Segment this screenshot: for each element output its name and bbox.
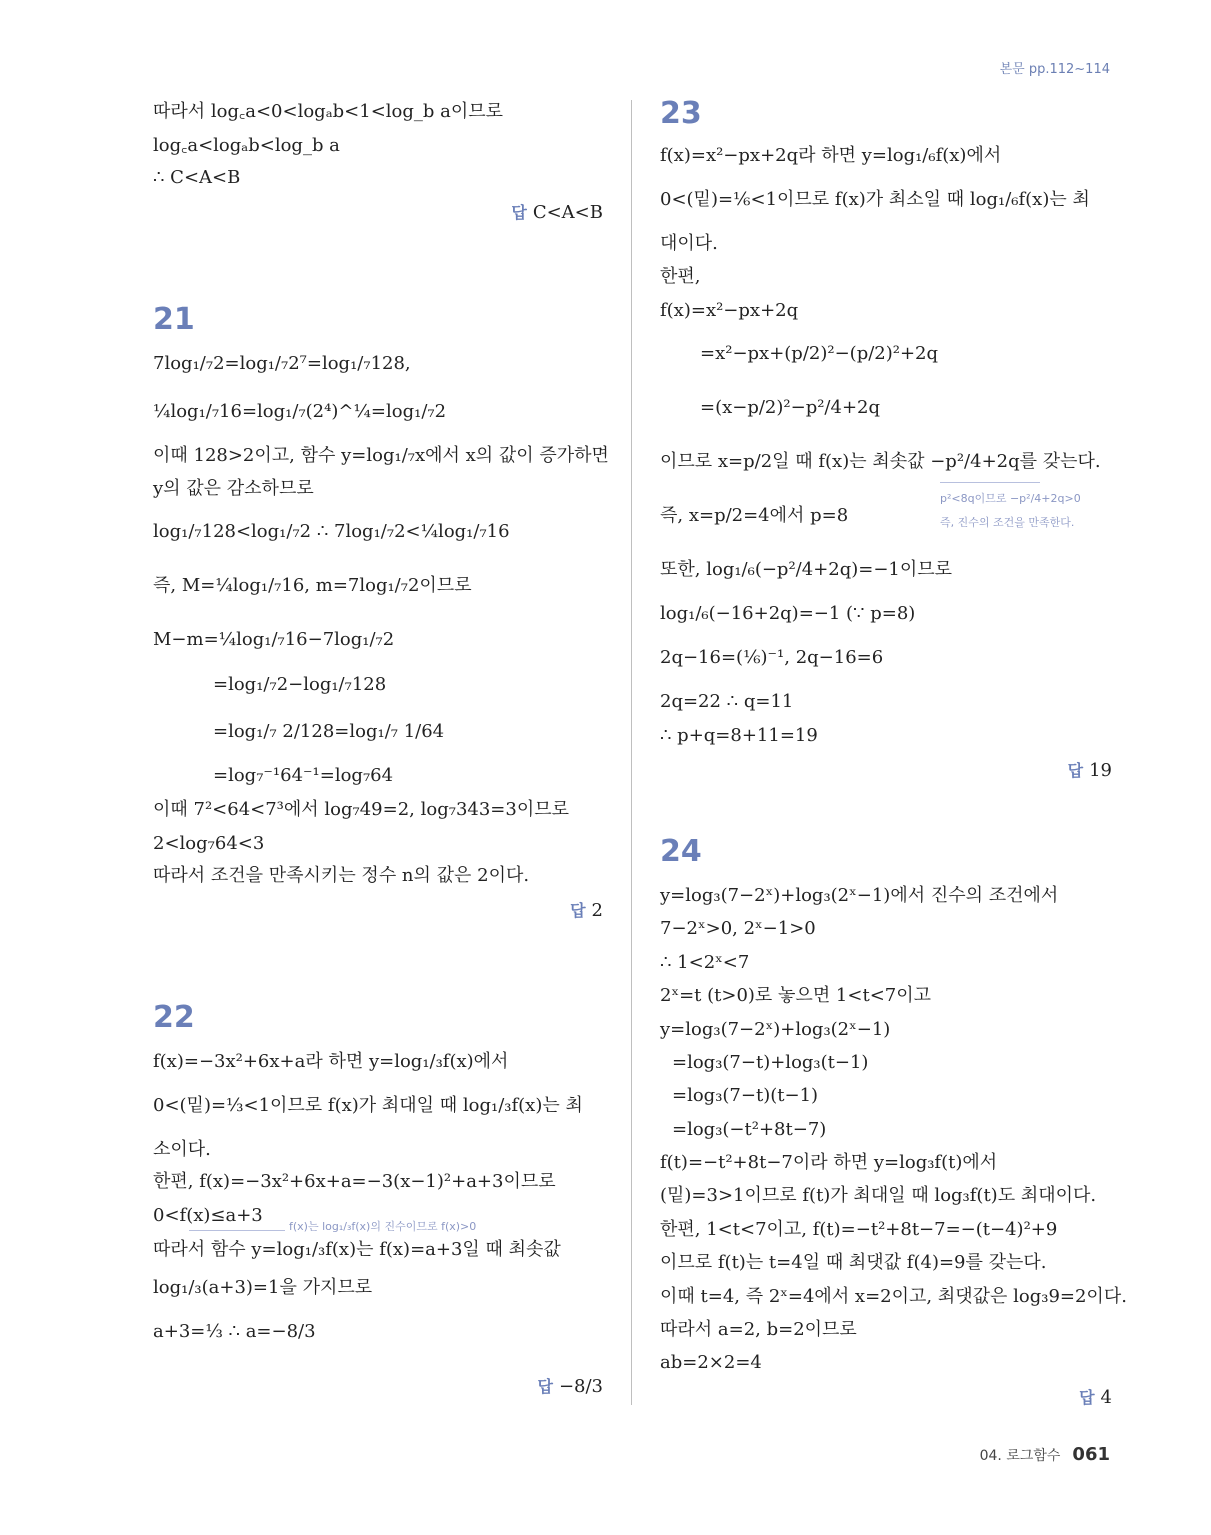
answer-24 bbox=[1079, 1385, 1112, 1408]
answer-label: 답 bbox=[1079, 1388, 1095, 1407]
page-range-header: 본문 pp.112~114 bbox=[999, 62, 1110, 77]
answer-21 bbox=[570, 898, 603, 921]
answer-label: 답 bbox=[511, 203, 527, 222]
text-line: (밑)=3>1이므로 f(t)가 최대일 때 log₃f(t)도 최대이다. bbox=[660, 1185, 1097, 1206]
text-line: 2<log₇64<3 bbox=[153, 833, 265, 854]
side-note-line bbox=[189, 1230, 285, 1231]
text-line: f(x)=x²−px+2q라 하면 y=log₁/₆f(x)에서 bbox=[660, 145, 1002, 166]
text-line: 이때 7²<64<7³에서 log₇49=2, log₇343=3이므로 bbox=[153, 799, 569, 820]
answer-label: 답 bbox=[570, 901, 586, 920]
answer-label: 답 bbox=[1067, 761, 1084, 780]
text-line: y=log₃(7−2ˣ)+log₃(2ˣ−1)에서 진수의 조건에서 bbox=[660, 885, 1059, 906]
text-line: f(t)=−t²+8t−7이라 하면 y=log₃f(t)에서 bbox=[660, 1152, 998, 1173]
text-line: y=log₃(7−2ˣ)+log₃(2ˣ−1) bbox=[660, 1019, 891, 1040]
problem-number-24: 24 bbox=[660, 834, 702, 869]
side-note: 즉, 진수의 조건을 만족한다. bbox=[940, 516, 1075, 529]
text-line: 이므로 f(t)는 t=4일 때 최댓값 f(4)=9를 갖는다. bbox=[660, 1252, 1047, 1273]
text-line: 따라서 log꜀a<0<logₐb<1<log_b a이므로 bbox=[153, 101, 504, 122]
problem-number-21: 21 bbox=[153, 302, 195, 337]
text-line: 한편, bbox=[660, 266, 701, 287]
text-line: 이때 t=4, 즉 2ˣ=4에서 x=2이고, 최댓값은 log₃9=2이다. bbox=[660, 1286, 1127, 1307]
text-line: 2q−16=(⅙)⁻¹, 2q−16=6 bbox=[660, 647, 884, 668]
text-line: log₁/₆(−16+2q)=−1 (∵ p=8) bbox=[660, 603, 916, 624]
text-line: log꜀a<logₐb<log_b a bbox=[153, 135, 340, 156]
text-line: M−m=¼log₁/₇16−7log₁/₇2 bbox=[153, 629, 395, 650]
answer-intro bbox=[511, 200, 603, 223]
answer-23 bbox=[1068, 758, 1112, 781]
text-line: f(x)=x²−px+2q bbox=[660, 300, 799, 321]
text-line: log₁/₇128<log₁/₇2 ∴ 7log₁/₇2<¼log₁/₇16 bbox=[153, 521, 510, 542]
text-line: 이때 128>2이고, 함수 y=log₁/₇x에서 x의 값이 증가하면 bbox=[153, 445, 609, 466]
text-line: 한편, 1<t<7이고, f(t)=−t²+8t−7=−(t−4)²+9 bbox=[660, 1219, 1058, 1240]
side-note-line bbox=[940, 482, 1040, 483]
text-line: ∴ C<A<B bbox=[153, 167, 241, 188]
chapter-title: 04. 로그함수 bbox=[979, 1448, 1061, 1464]
text-line: 즉, x=p/2=4에서 p=8 bbox=[660, 505, 849, 526]
problem-number-22: 22 bbox=[153, 1000, 195, 1035]
text-line: =x²−px+(p/2)²−(p/2)²+2q bbox=[700, 343, 939, 364]
text-line: 따라서 함수 y=log₁/₃f(x)는 f(x)=a+3일 때 최솟값 bbox=[153, 1239, 561, 1260]
text-line: 0<(밑)=⅓<1이므로 f(x)가 최대일 때 log₁/₃f(x)는 최 bbox=[153, 1095, 583, 1116]
text-line: y의 값은 감소하므로 bbox=[153, 478, 314, 499]
answer-22 bbox=[537, 1374, 603, 1397]
answer-value: C<A<B bbox=[532, 202, 603, 223]
text-line: log₁/₃(a+3)=1을 가지므로 bbox=[153, 1277, 373, 1298]
answer-value: −8/3 bbox=[558, 1376, 603, 1397]
text-line: 이므로 x=p/2일 때 f(x)는 최솟값 −p²/4+2q를 갖는다. bbox=[660, 451, 1101, 472]
answer-value: 2 bbox=[591, 900, 603, 921]
text-line: 0<f(x)≤a+3 bbox=[153, 1205, 263, 1226]
text-line: =log₇⁻¹64⁻¹=log₇64 bbox=[213, 765, 394, 786]
text-line: 한편, f(x)=−3x²+6x+a=−3(x−1)²+a+3이므로 bbox=[153, 1171, 556, 1192]
text-line: 또한, log₁/₆(−p²/4+2q)=−1이므로 bbox=[660, 559, 953, 580]
answer-label: 답 bbox=[537, 1377, 553, 1396]
column-divider bbox=[631, 100, 632, 1405]
text-line: =log₁/₇ 2/128=log₁/₇ 1/64 bbox=[213, 721, 445, 742]
text-line: =log₃(−t²+8t−7) bbox=[672, 1119, 827, 1140]
page-footer bbox=[980, 1444, 1110, 1465]
text-line: 7−2ˣ>0, 2ˣ−1>0 bbox=[660, 918, 816, 939]
problem-number-23: 23 bbox=[660, 96, 702, 131]
text-line: =log₃(7−t)+log₃(t−1) bbox=[672, 1052, 869, 1073]
page-number: 061 bbox=[1072, 1444, 1110, 1465]
text-line: ab=2×2=4 bbox=[660, 1352, 762, 1373]
text-line: 따라서 a=2, b=2이므로 bbox=[660, 1319, 857, 1340]
text-line: =log₁/₇2−log₁/₇128 bbox=[213, 674, 387, 695]
text-line: 대이다. bbox=[660, 233, 718, 254]
text-line: 2q=22 ∴ q=11 bbox=[660, 691, 794, 712]
answer-value: 4 bbox=[1100, 1387, 1112, 1408]
side-note: p²<8q이므로 −p²/4+2q>0 bbox=[940, 492, 1081, 505]
text-line: =(x−p/2)²−p²/4+2q bbox=[700, 397, 881, 418]
answer-value: 19 bbox=[1089, 760, 1112, 781]
side-note: f(x)는 log₁/₃f(x)의 진수이므로 f(x)>0 bbox=[289, 1220, 477, 1233]
text-line: 소이다. bbox=[153, 1139, 211, 1160]
text-line: 2ˣ=t (t>0)로 놓으면 1<t<7이고 bbox=[660, 985, 932, 1006]
text-line: a+3=⅓ ∴ a=−8/3 bbox=[153, 1321, 316, 1342]
text-line: ∴ 1<2ˣ<7 bbox=[660, 952, 750, 973]
text-line: 0<(밑)=⅙<1이므로 f(x)가 최소일 때 log₁/₆f(x)는 최 bbox=[660, 189, 1090, 210]
text-line: ¼log₁/₇16=log₁/₇(2⁴)^¼=log₁/₇2 bbox=[153, 401, 447, 422]
text-line: f(x)=−3x²+6x+a라 하면 y=log₁/₃f(x)에서 bbox=[153, 1051, 509, 1072]
text-line: =log₃(7−t)(t−1) bbox=[672, 1085, 819, 1106]
text-line: 즉, M=¼log₁/₇16, m=7log₁/₇2이므로 bbox=[153, 575, 472, 596]
text-line: 7log₁/₇2=log₁/₇2⁷=log₁/₇128, bbox=[153, 353, 411, 374]
text-line: 따라서 조건을 만족시키는 정수 n의 값은 2이다. bbox=[153, 865, 530, 886]
text-line: ∴ p+q=8+11=19 bbox=[660, 725, 818, 746]
